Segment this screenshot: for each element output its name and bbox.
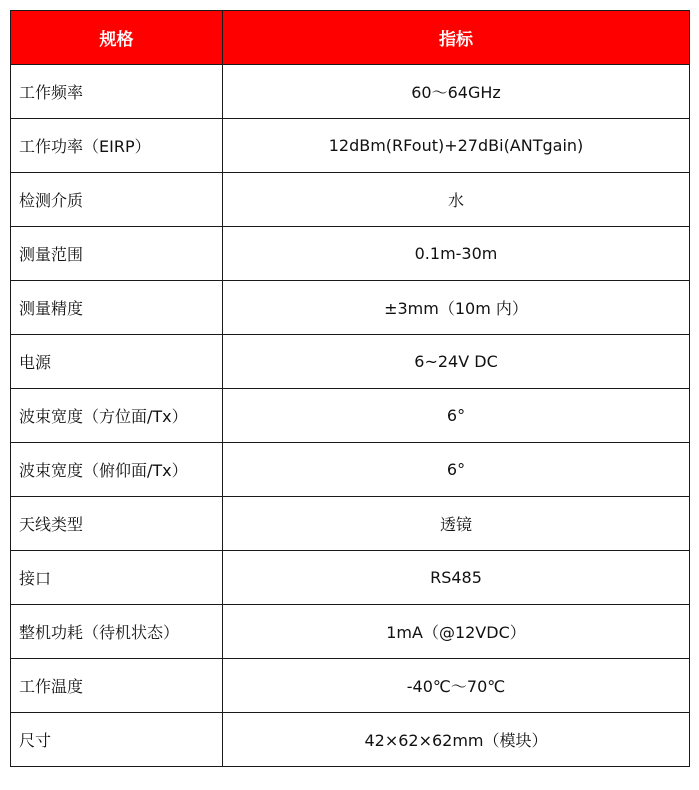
spec-name: 测量范围 <box>11 227 223 281</box>
spec-value: 42×62×62mm（模块） <box>223 713 690 767</box>
table-row <box>11 389 690 443</box>
table-row <box>11 119 690 173</box>
spec-value: 6~24V DC <box>223 335 690 389</box>
table-row <box>11 335 690 389</box>
spec-name: 天线类型 <box>11 497 223 551</box>
spec-value: -40℃～70℃ <box>223 659 690 713</box>
spec-name: 工作功率（EIRP） <box>11 119 223 173</box>
spec-name: 工作温度 <box>11 659 223 713</box>
table-row <box>11 173 690 227</box>
table-row <box>11 605 690 659</box>
spec-name: 工作频率 <box>11 65 223 119</box>
spec-name: 电源 <box>11 335 223 389</box>
spec-table <box>10 10 690 767</box>
header-spec: 规格 <box>11 11 223 65</box>
spec-name: 整机功耗（待机状态） <box>11 605 223 659</box>
spec-value: 12dBm(RFout)+27dBi(ANTgain) <box>223 119 690 173</box>
spec-name: 波束宽度（俯仰面/Tx） <box>11 443 223 497</box>
spec-value: 透镜 <box>223 497 690 551</box>
table-row <box>11 281 690 335</box>
spec-value: ±3mm（10m 内） <box>223 281 690 335</box>
spec-name: 测量精度 <box>11 281 223 335</box>
spec-value: 6° <box>223 443 690 497</box>
table-row <box>11 65 690 119</box>
table-row <box>11 497 690 551</box>
table-header-row <box>11 11 690 65</box>
spec-value: 0.1m-30m <box>223 227 690 281</box>
table-row <box>11 443 690 497</box>
table-row <box>11 551 690 605</box>
table-row <box>11 227 690 281</box>
table-row <box>11 659 690 713</box>
spec-name: 接口 <box>11 551 223 605</box>
spec-value: 6° <box>223 389 690 443</box>
spec-value: 1mA（@12VDC） <box>223 605 690 659</box>
spec-value: 水 <box>223 173 690 227</box>
spec-name: 尺寸 <box>11 713 223 767</box>
spec-value: 60～64GHz <box>223 65 690 119</box>
table-row <box>11 713 690 767</box>
spec-name: 波束宽度（方位面/Tx） <box>11 389 223 443</box>
spec-name: 检测介质 <box>11 173 223 227</box>
header-indicator: 指标 <box>223 11 690 65</box>
spec-value: RS485 <box>223 551 690 605</box>
